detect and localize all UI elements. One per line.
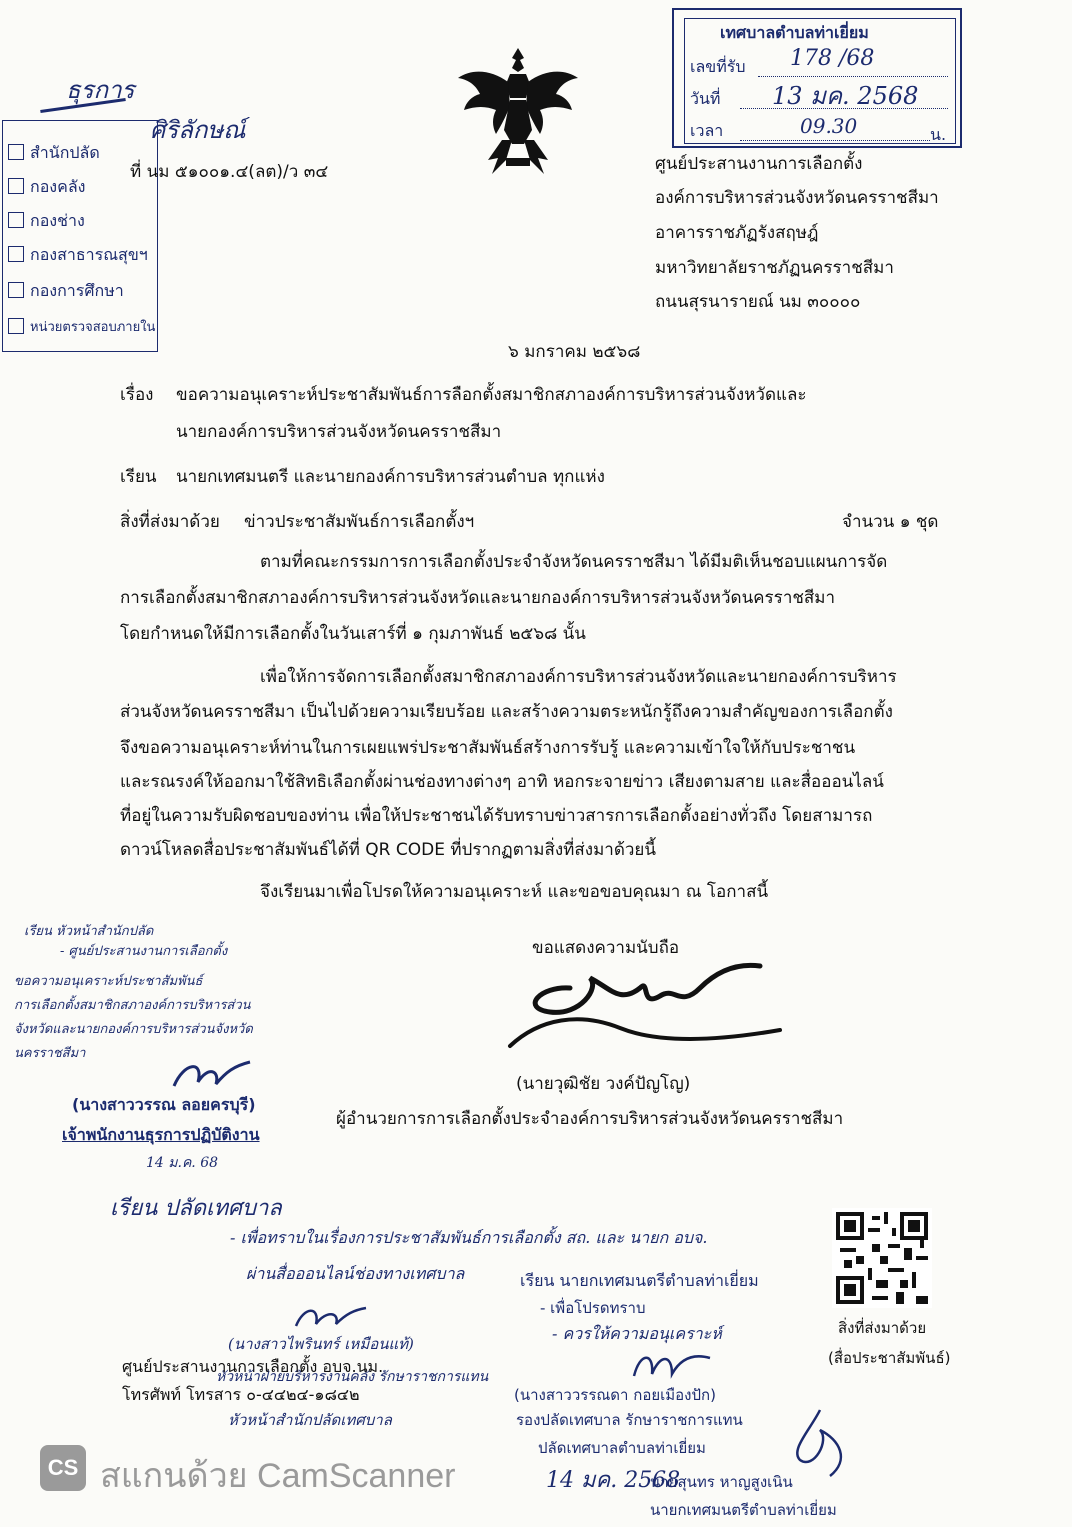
- routing-item-office: [8, 142, 100, 164]
- letter-date: ๖ มกราคม ๒๕๖๘: [508, 342, 641, 362]
- routing-item-label: กองการศึกษา: [30, 281, 124, 300]
- closing: จึงเรียนมาเพื่อโปรดให้ความอนุเคราะห์ และขอขอบคุณมา ณ โอกาสนี้: [260, 882, 769, 902]
- checkbox-icon: [8, 246, 24, 262]
- signer-name: (นายวุฒิชัย วงค์ปัญโญ): [516, 1074, 691, 1094]
- para2-line: จึงขอความอนุเคราะห์ท่านในการเผยแพร่ประชาสัมพันธ์สร้างการรับรู้ และความเข้าใจให้กับประชาชน: [120, 738, 856, 758]
- deputy-item-1: - เพื่อโปรดทราบ: [540, 1299, 646, 1317]
- routing-signature: ศิริลักษณ์: [150, 116, 246, 144]
- mayor-name: นายสุนทร หาญสูงเนิน: [650, 1473, 793, 1491]
- sender-address-5: ถนนสุรนารายณ์ นม ๓๐๐๐๐: [655, 292, 861, 312]
- to-label: เรียน: [120, 467, 157, 487]
- para2-line: และรณรงค์ให้ออกมาใช้สิทธิเลือกตั้งผ่านช่องทางต่างๆ อาทิ หอกระจายข่าว เสียงตามสาย และสื่อออนไลน์: [120, 772, 884, 792]
- routing-item-education: [8, 280, 124, 302]
- enclosure: ข่าวประชาสัมพันธ์การเลือกตั้งฯ: [244, 512, 475, 532]
- regards: ขอแสดงความนับถือ: [532, 938, 680, 958]
- sender-address-3: อาคารราชภัฏรังสฤษฎ์: [655, 223, 819, 243]
- routing-item-audit: [8, 316, 155, 337]
- clerk-note-line: เรียน หัวหน้าสำนักปลัด: [24, 924, 154, 939]
- clerk-note-line: นครราชสีมา: [14, 1046, 86, 1061]
- routing-item-label: สำนักปลัด: [30, 143, 100, 162]
- subject-line-2: นายกองค์การบริหารส่วนจังหวัดนครราชสีมา: [176, 422, 502, 442]
- routing-item-health: [8, 244, 148, 266]
- subject-label: เรื่อง: [120, 385, 154, 405]
- deputy-recipient: เรียน นายกเทศมนตรีตำบลท่าเยี่ยม: [520, 1271, 759, 1290]
- checkbox-icon: [8, 282, 24, 298]
- mayor-title: นายกเทศมนตรีตำบลท่าเยี่ยม: [650, 1501, 837, 1519]
- signer-title: ผู้อำนวยการการเลือกตั้งประจำองค์การบริหารส่วนจังหวัดนครราชสีมา: [336, 1109, 844, 1129]
- deputy-title-1: รองปลัดเทศบาล รักษาราชการแทน: [516, 1411, 743, 1429]
- stamp-time-unit: น.: [930, 125, 947, 144]
- deputy-date: 14 มค. 2568: [546, 1468, 681, 1493]
- stamp-date: 13 มค. 2568: [772, 82, 919, 110]
- para1-line: โดยกำหนดให้มีการเลือกตั้งในวันเสาร์ที่ ๑ กุมภาพันธ์ ๒๕๖๘ นั้น: [120, 624, 586, 644]
- qr-caption-1: สิ่งที่ส่งมาด้วย: [838, 1319, 927, 1337]
- para2-line: ที่อยู่ในความรับผิดชอบของท่าน เพื่อให้ประชาชนได้รับทราบข่าวสารการเลือกตั้งอย่างทั่วถึง โดยสามารถ: [120, 806, 873, 826]
- note2-line-1: เรียน ปลัดเทศบาล: [110, 1196, 282, 1221]
- routing-item-label: กองคลัง: [30, 177, 86, 196]
- head-title-2: หัวหน้าสำนักปลัดเทศบาล: [228, 1411, 392, 1429]
- qr-caption-2: (สื่อประชาสัมพันธ์): [828, 1349, 951, 1367]
- deputy-signature-icon: [626, 1346, 716, 1386]
- to-recipient: นายกเทศมนตรี และนายกองค์การบริหารส่วนตำบล ทุกแห่ง: [176, 467, 605, 487]
- clerk-note-line: - ศูนย์ประสานงานการเลือกตั้ง: [60, 944, 228, 959]
- garuda-emblem-icon: [452, 40, 584, 180]
- deputy-name: (นางสาววรรณดา กอยเมืองปัก): [514, 1386, 716, 1404]
- sender-address-2: องค์การบริหารส่วนจังหวัดนครราชสีมา: [655, 188, 939, 208]
- clerk-name: (นางสาววรรณ ลอยครบุรี): [72, 1095, 256, 1114]
- clerk-title: เจ้าพนักงานธุรการปฏิบัติงาน: [62, 1125, 260, 1144]
- footer-office: ศูนย์ประสานงานการเลือกตั้ง อบจ.นม.: [122, 1357, 384, 1376]
- qr-code-icon: [832, 1208, 932, 1308]
- enclosure-quantity: จำนวน ๑ ชุด: [842, 512, 939, 532]
- reference-number: ที่ นม ๕๑๐๐๑.๔(ลต)/ว ๓๔: [130, 162, 329, 182]
- director-signature-icon: [500, 948, 800, 1058]
- clerk-date: 14 ม.ค. 68: [146, 1155, 219, 1171]
- checkbox-checked-icon: [8, 144, 24, 160]
- para2-line: เพื่อให้การจัดการเลือกตั้งสมาชิกสภาองค์การบริหารส่วนจังหวัดและนายกองค์การบริหาร: [260, 667, 897, 687]
- checkbox-icon: [8, 178, 24, 194]
- checkbox-icon: [8, 318, 24, 334]
- deputy-item-2: - ควรให้ความอนุเคราะห์: [552, 1324, 722, 1343]
- stamp-date-label: วันที่: [690, 89, 721, 108]
- enclosure-label: สิ่งที่ส่งมาด้วย: [120, 512, 220, 532]
- stamp-org: เทศบาลตำบลท่าเยี่ยม: [720, 23, 869, 42]
- routing-header: ธุรการ: [66, 76, 135, 104]
- routing-item-label: กองช่าง: [30, 211, 85, 230]
- clerk-note-line: ขอความอนุเคราะห์ประชาสัมพันธ์: [14, 974, 203, 989]
- footer-phone: โทรศัพท์ โทรสาร ๐-๔๔๒๔-๑๘๔๒: [122, 1385, 360, 1404]
- clerk-note-line: จังหวัดและนายกองค์การบริหารส่วนจังหวัด: [14, 1022, 253, 1037]
- mayor-signature-icon: [780, 1400, 870, 1490]
- checkbox-icon: [8, 212, 24, 228]
- note2-line-2: - เพื่อทราบในเรื่องการประชาสัมพันธ์การเลือกตั้ง สถ. และ นายก อบจ.: [230, 1228, 708, 1247]
- clerk-signature-icon: [164, 1056, 254, 1098]
- deputy-title-2: ปลัดเทศบาลตำบลท่าเยี่ยม: [538, 1439, 706, 1457]
- camscanner-logo: CS: [40, 1445, 86, 1491]
- head-name: (นางสาวไพรินทร์ เหมือนแท้): [228, 1335, 414, 1353]
- routing-item-engineering: [8, 210, 85, 232]
- routing-item-label: หน่วยตรวจสอบภายใน: [30, 320, 156, 335]
- para2-line: ดาวน์โหลดสื่อประชาสัมพันธ์ได้ที่ QR CODE ที่ปรากฏตามสิ่งที่ส่งมาด้วยนี้: [120, 840, 656, 860]
- routing-item-label: กองสาธารณสุขฯ: [30, 245, 148, 264]
- para1-line: ตามที่คณะกรรมการการเลือกตั้งประจำจังหวัดนครราชสีมา ได้มีมติเห็นชอบแผนการจัด: [260, 552, 888, 572]
- head-signature-icon: [290, 1300, 370, 1336]
- para2-line: ส่วนจังหวัดนครราชสีมา เป็นไปด้วยความเรียบร้อย และสร้างความตระหนักรู้ถึงความสำคัญของการเลือกตั้ง: [120, 702, 893, 722]
- routing-item-finance: [8, 176, 85, 198]
- note2-line-3: ผ่านสื่อออนไลน์ช่องทางเทศบาล: [246, 1264, 465, 1283]
- subject-line-1: ขอความอนุเคราะห์ประชาสัมพันธ์การลือกตั้งสมาชิกสภาองค์การบริหารส่วนจังหวัดและ: [176, 385, 807, 405]
- sender-address-4: มหาวิทยาลัยราชภัฏนครราชสีมา: [655, 258, 894, 278]
- clerk-note-line: การเลือกตั้งสมาชิกสภาองค์การบริหารส่วน: [14, 998, 251, 1013]
- stamp-time: 09.30: [800, 114, 858, 138]
- stamp-receive-label: เลขที่รับ: [690, 57, 746, 76]
- para1-line: การเลือกตั้งสมาชิกสภาองค์การบริหารส่วนจังหวัดและนายกองค์การบริหารส่วนจังหวัดนครราชสีมา: [120, 588, 836, 608]
- head-title-1: หัวหน้าฝ่ายบริหารงานคลัง รักษาราชการแทน: [216, 1369, 489, 1385]
- stamp-receive-no: 178 /68: [790, 46, 875, 71]
- sender-address-1: ศูนย์ประสานงานการเลือกตั้ง: [655, 154, 863, 174]
- stamp-line: [740, 140, 930, 141]
- camscanner-watermark: สแกนด้วย CamScanner: [100, 1457, 456, 1495]
- stamp-time-label: เวลา: [690, 121, 724, 140]
